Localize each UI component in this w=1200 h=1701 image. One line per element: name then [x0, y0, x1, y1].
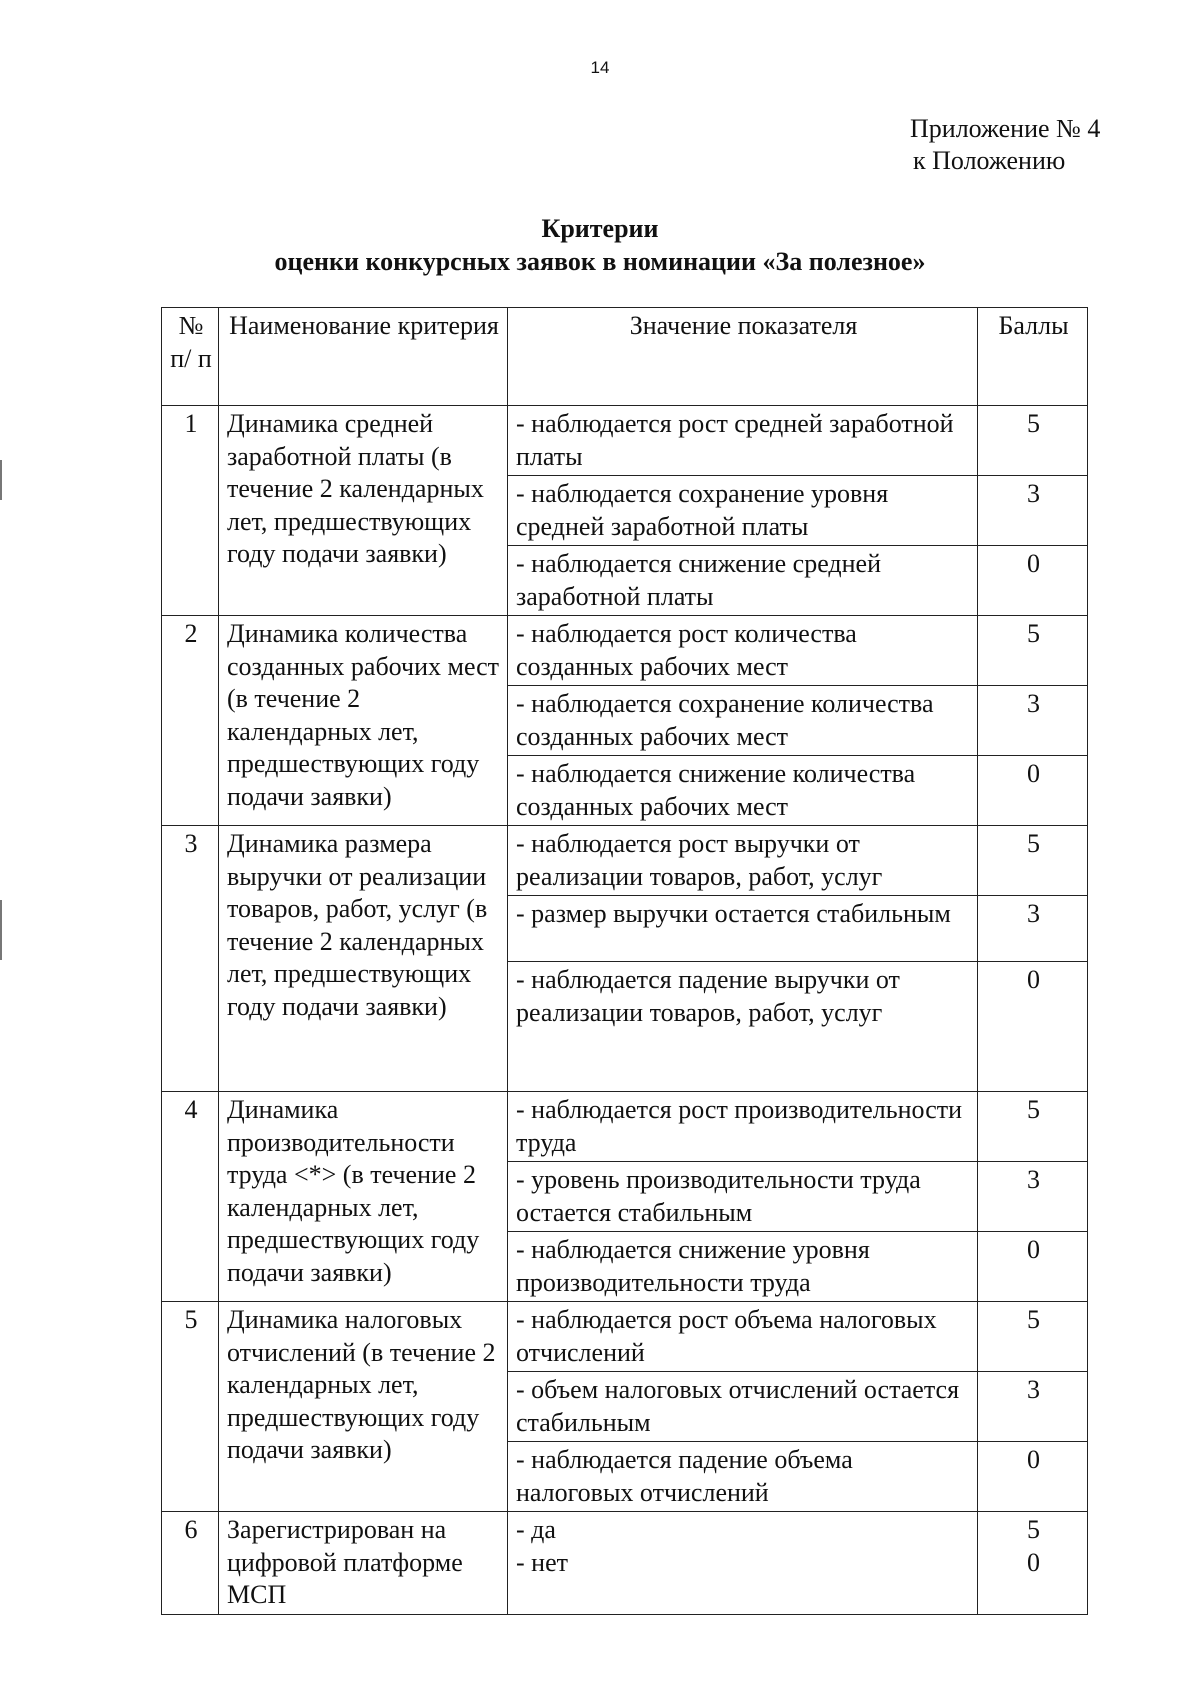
- table-row: [162, 1512, 1088, 1615]
- score-value: 0: [978, 1442, 1088, 1512]
- header-number: № п/ п: [162, 308, 219, 406]
- indicator-value: - да - нет: [508, 1512, 978, 1615]
- indicator-value: - наблюдается рост производительности труда: [508, 1092, 978, 1162]
- score-value: 0: [978, 756, 1088, 826]
- header-score: Баллы: [978, 308, 1088, 406]
- row-number: 6: [162, 1512, 219, 1615]
- indicator-value: - наблюдается рост количества созданных рабочих мест: [508, 616, 978, 686]
- criterion-name: Динамика размера выручки от реализации товаров, работ, услуг (в течение 2 календарных лет, предшествующих году подачи заявки): [219, 826, 508, 1092]
- indicator-value: - наблюдается рост выручки от реализации товаров, работ, услуг: [508, 826, 978, 896]
- scan-edge-mark: [0, 900, 2, 960]
- indicator-value: - наблюдается рост объема налоговых отчислений: [508, 1302, 978, 1372]
- table-row: [162, 406, 1088, 476]
- score-value: 0: [978, 546, 1088, 616]
- score-value: 5 0: [978, 1512, 1088, 1615]
- indicator-value: - наблюдается снижение уровня производительности труда: [508, 1232, 978, 1302]
- indicator-value: - наблюдается сохранение количества созданных рабочих мест: [508, 686, 978, 756]
- table-row: [162, 1092, 1088, 1162]
- score-value: 3: [978, 1372, 1088, 1442]
- indicator-value: - наблюдается снижение количества созданных рабочих мест: [508, 756, 978, 826]
- criterion-name: Динамика налоговых отчислений (в течение 2 календарных лет, предшествующих году подачи заявки): [219, 1302, 508, 1512]
- appendix-line-1: Приложение № 4: [910, 114, 1101, 143]
- scan-edge-mark: [0, 460, 2, 500]
- score-value: 3: [978, 686, 1088, 756]
- header-value: Значение показателя: [508, 308, 978, 406]
- title-line-2: оценки конкурсных заявок в номинации «За полезное»: [274, 247, 926, 276]
- row-number: 2: [162, 616, 219, 826]
- header-criterion: Наименование критерия: [219, 308, 508, 406]
- row-number: 5: [162, 1302, 219, 1512]
- row-number: 4: [162, 1092, 219, 1302]
- score-value: 5: [978, 406, 1088, 476]
- score-value: 5: [978, 1302, 1088, 1372]
- table-row: [162, 826, 1088, 896]
- score-value: 3: [978, 1162, 1088, 1232]
- appendix-reference: [910, 113, 1100, 177]
- indicator-value: - наблюдается сохранение уровня средней заработной платы: [508, 476, 978, 546]
- indicator-value: - наблюдается падение выручки от реализации товаров, работ, услуг: [508, 962, 978, 1092]
- table-row: [162, 1302, 1088, 1372]
- table-row: [162, 616, 1088, 686]
- indicator-value: - наблюдается рост средней заработной платы: [508, 406, 978, 476]
- indicator-value: - уровень производительности труда остается стабильным: [508, 1162, 978, 1232]
- title-line-1: Критерии: [541, 214, 659, 243]
- indicator-value: - объем налоговых отчислений остается стабильным: [508, 1372, 978, 1442]
- score-value: 5: [978, 826, 1088, 896]
- score-value: 3: [978, 896, 1088, 962]
- score-value: 0: [978, 962, 1088, 1092]
- criterion-name: Динамика средней заработной платы (в течение 2 календарных лет, предшествующих году подачи заявки): [219, 406, 508, 616]
- row-number: 3: [162, 826, 219, 1092]
- indicator-value: - размер выручки остается стабильным: [508, 896, 978, 962]
- criterion-name: Динамика количества созданных рабочих мест (в течение 2 календарных лет, предшествующих году подачи заявки): [219, 616, 508, 826]
- criteria-table: [161, 307, 1088, 1615]
- indicator-value: - наблюдается снижение средней заработной платы: [508, 546, 978, 616]
- page-number: 14: [590, 58, 610, 77]
- score-value: 0: [978, 1232, 1088, 1302]
- row-number: 1: [162, 406, 219, 616]
- score-value: 5: [978, 616, 1088, 686]
- criterion-name: Динамика производительности труда <*> (в течение 2 календарных лет, предшествующих году подачи заявки): [219, 1092, 508, 1302]
- document-title: [0, 212, 1200, 278]
- score-value: 3: [978, 476, 1088, 546]
- table-header-row: [162, 308, 1088, 406]
- criterion-name: Зарегистрирован на цифровой платформе МСП: [219, 1512, 508, 1615]
- indicator-value: - наблюдается падение объема налоговых отчислений: [508, 1442, 978, 1512]
- score-value: 5: [978, 1092, 1088, 1162]
- appendix-line-2: к Положению: [913, 146, 1066, 175]
